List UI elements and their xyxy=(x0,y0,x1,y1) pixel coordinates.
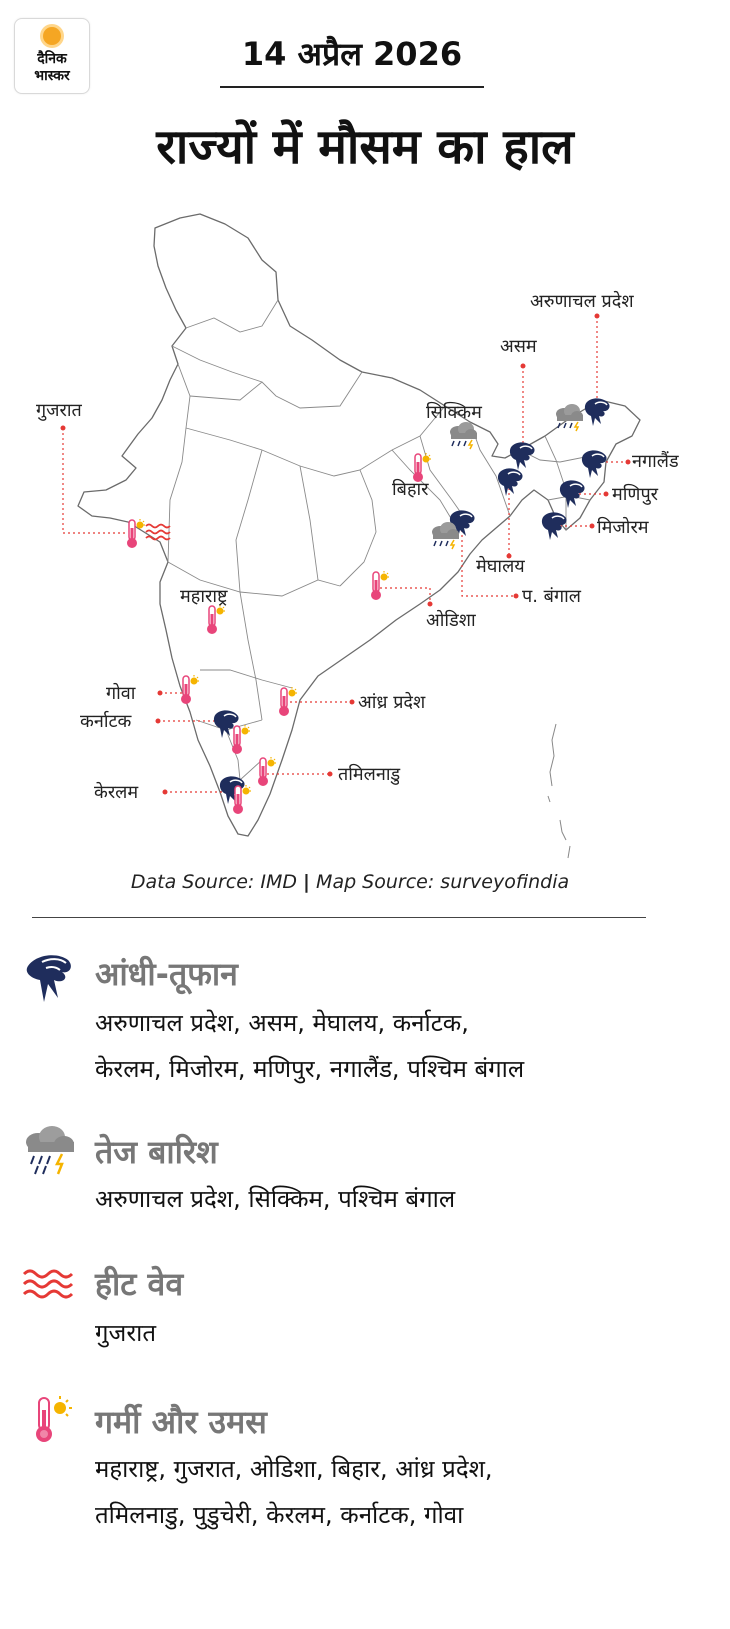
label-odisha: ओडिशा xyxy=(426,610,476,631)
label-karnataka: कर्नाटक xyxy=(80,711,132,732)
legend-heading-heatwave: हीट वेव xyxy=(95,1265,184,1303)
legend-states-heatwave: गुजरात xyxy=(95,1319,157,1347)
divider xyxy=(32,917,646,918)
label-mizoram: मिजोरम xyxy=(597,517,649,538)
legend-states-rain: अरुणाचल प्रदेश, सिक्किम, पश्चिम बंगाल xyxy=(95,1185,456,1213)
source-separator: | xyxy=(303,871,310,893)
label-arunachal: अरुणाचल प्रदेश xyxy=(530,291,634,312)
label-maharashtra: महाराष्ट्र xyxy=(180,586,228,607)
label-asam: असम xyxy=(500,336,537,357)
label-keralam: केरलम xyxy=(94,782,139,803)
legend-states-heat-humid-line1: महाराष्ट्र, गुजरात, ओडिशा, बिहार, आंध्र प्रदेश, xyxy=(95,1455,493,1483)
date-heading: 14 अप्रैल 2026 xyxy=(241,35,463,73)
label-bengal: प. बंगाल xyxy=(522,586,581,607)
legend-heading-storm: आंधी-तूफान xyxy=(95,955,238,993)
label-nagaland: नगालैंड xyxy=(632,451,679,472)
label-bihar: बिहार xyxy=(392,479,429,500)
label-sikkim: सिक्किम xyxy=(426,402,482,423)
logo-line-1: दैनिक xyxy=(37,51,67,67)
legend-heading-heat-humid: गर्मी और उमस xyxy=(95,1403,267,1441)
india-weather-map xyxy=(0,200,730,865)
map-source: Map Source: surveyofindia xyxy=(316,871,570,893)
heat-wave-icon xyxy=(22,1256,78,1312)
hot-humid-icon xyxy=(22,1392,78,1448)
legend-heading-rain: तेज बारिश xyxy=(95,1133,218,1171)
label-manipur: मणिपुर xyxy=(612,484,659,505)
source-credit xyxy=(0,868,700,896)
legend-states-heat-humid-line2: तमिलनाडु, पुडुचेरी, केरलम, कर्नाटक, गोवा xyxy=(95,1501,464,1529)
date-underline xyxy=(220,86,484,88)
label-tamilnadu: तमिलनाडु xyxy=(338,764,401,785)
legend-states-storm-line2: केरलम, मिजोरम, मणिपुर, नगालैंड, पश्चिम बंगाल xyxy=(95,1055,525,1083)
dainik-bhaskar-logo xyxy=(14,18,90,94)
page-title: राज्यों में मौसम का हाल xyxy=(156,119,574,175)
label-gujarat: गुजरात xyxy=(36,400,82,421)
sun-logo-icon xyxy=(43,27,61,45)
storm-icon xyxy=(22,950,78,1006)
heavy-rain-icon xyxy=(22,1124,78,1180)
islands xyxy=(548,724,570,858)
legend-states-storm-line1: अरुणाचल प्रदेश, असम, मेघालय, कर्नाटक, xyxy=(95,1009,469,1037)
logo-line-2: भास्कर xyxy=(34,68,70,84)
label-andhra: आंध्र प्रदेश xyxy=(358,692,426,713)
data-source: Data Source: IMD xyxy=(130,871,297,893)
label-meghalaya: मेघालय xyxy=(476,556,525,577)
label-goa: गोवा xyxy=(106,683,136,704)
